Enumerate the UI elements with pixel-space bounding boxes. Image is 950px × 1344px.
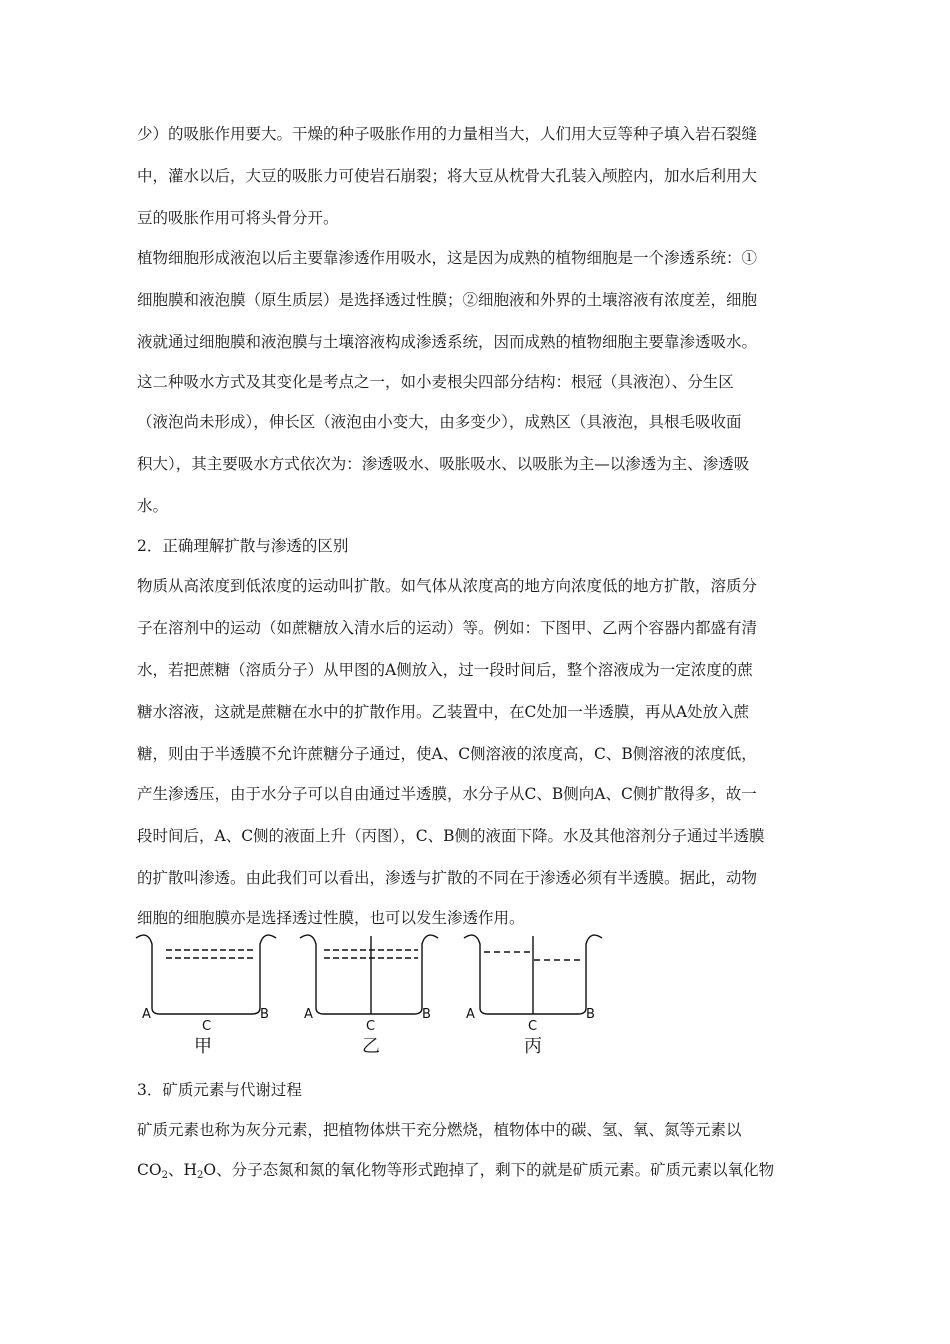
text-line: 水，若把蔗糖（溶质分子）从甲图的A侧放入，过一段时间后，整个溶液成为一定浓度的蔗 (137, 661, 753, 679)
text-line: 糖，则由于半透膜不允许蔗糖分子通过，使A、C侧溶液的浓度高，C、B侧溶液的浓度低， (137, 745, 757, 763)
label-c: C (528, 1019, 538, 1034)
text-line: 中，灌水以后，大豆的吸胀力可使岩石崩裂；将大豆从枕骨大孔装入颅腔内，加水后利用大 (137, 167, 758, 185)
formula-co2: $CO_2$ (137, 1161, 168, 1181)
container-bing (464, 935, 602, 1014)
label-c: C (202, 1019, 212, 1034)
section-heading: 2．正确理解扩散与渗透的区别 (137, 537, 349, 555)
text-line: 段时间后，A、C侧的液面上升（丙图），C、B侧的液面下降。水及其他溶剂分子通过半透膜 (137, 827, 765, 845)
label-b: B (422, 1007, 431, 1022)
label-a: A (142, 1007, 151, 1022)
text-line: 物质从高浓度到低浓度的运动叫扩散。如气体从浓度高的地方向浓度低的地方扩散，溶质分 (137, 577, 758, 595)
osmosis-diagram (130, 928, 610, 1058)
text-line: 豆的吸胀作用可将头骨分开。 (137, 209, 339, 227)
text-line: 子在溶剂中的运动（如蔗糖放入清水后的运动）等。例如：下图甲、乙两个容器内都盛有清 (137, 619, 758, 637)
text-line: 细胞的细胞膜亦是选择透过性膜，也可以发生渗透作用。 (137, 909, 525, 927)
caption-bing: 丙 (524, 1036, 542, 1057)
label-b: B (260, 1007, 269, 1022)
text-line: 液就通过细胞膜和液泡膜与土壤溶液构成渗透系统，因而成熟的植物细胞主要靠渗透吸水。 (137, 333, 758, 351)
text-line: 的扩散叫渗透。由此我们可以看出，渗透与扩散的不同在于渗透必须有半透膜。据此，动物 (137, 869, 758, 887)
container-jia (136, 935, 276, 1014)
container-yi (300, 935, 438, 1014)
text-line: 产生渗透压，由于水分子可以自由通过半透膜，水分子从C、B侧向A、C侧扩散得多，故一 (137, 785, 757, 803)
label-a: A (304, 1007, 313, 1022)
text-line: 少）的吸胀作用要大。干燥的种子吸胀作用的力量相当大，人们用大豆等种子填入岩石裂缝 (137, 125, 758, 143)
label-a: A (466, 1007, 475, 1022)
caption-jia: 甲 (194, 1036, 212, 1057)
text-line: 水。 (137, 497, 169, 515)
text-line: 细胞膜和液泡膜（原生质层）是选择透过性膜；②细胞液和外界的土壤溶液有浓度差，细胞 (137, 291, 758, 309)
section-heading: 3．矿质元素与代谢过程 (137, 1081, 302, 1099)
text-line: 这二种吸水方式及其变化是考点之一，如小麦根尖四部分结构：根冠（具液泡）、分生区 (137, 373, 734, 391)
label-c: C (366, 1019, 376, 1034)
text-line: 糖水溶液，这就是蔗糖在水中的扩散作用。乙装置中，在C处加一半透膜，再从A处放入蔗 (137, 703, 750, 721)
text-line: 积大），其主要吸水方式依次为：渗透吸水、吸胀吸水、以吸胀为主—以渗透为主、渗透吸 (137, 455, 750, 473)
text-line: $CO_2$、$H_2O$、分子态氮和氮的氧化物等形式跑掉了，剩下的就是矿质元素。矿质元素以氧化物 (137, 1161, 775, 1181)
label-b: B (586, 1007, 595, 1022)
caption-yi: 乙 (362, 1036, 380, 1057)
text-line: （液泡尚未形成），伸长区（液泡由小变大，由多变少），成熟区（具液泡，具根毛吸收面 (137, 413, 742, 431)
text-line: 植物细胞形成液泡以后主要靠渗透作用吸水，这是因为成熟的植物细胞是一个渗透系统：① (137, 249, 758, 267)
formula-h2o: $H_2O$ (183, 1161, 217, 1181)
text-line: 矿质元素也称为灰分元素，把植物体烘干充分燃烧，植物体中的碳、氢、氧、氮等元素以 (137, 1121, 742, 1139)
